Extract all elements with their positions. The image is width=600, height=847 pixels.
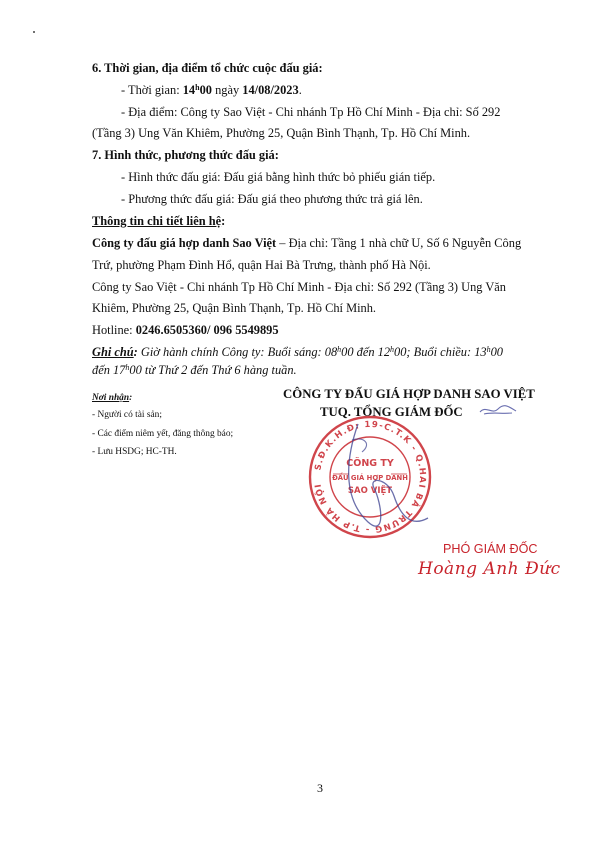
recipient-item: - Người có tài sản; [92, 410, 162, 420]
note-line1: Ghi chú: Giờ hành chính Công ty: Buổi sáng: 08$^h$00 đến 12$^h$00; Buổi chiều: 13$^h$00 [92, 345, 503, 359]
section6-heading: 6. Thời gian, địa điểm tổ chức cuộc đấu giá: [92, 61, 323, 75]
scan-artifact [33, 31, 35, 33]
initial-mark-icon [478, 403, 518, 417]
branch-address-line1: Công ty Sao Việt - Chi nhánh Tp Hồ Chí Minh - Địa chỉ: Số 292 (Tầng 3) Ung Văn [92, 280, 506, 294]
company-address-line1: Công ty đấu giá hợp danh Sao Việt – Địa chỉ: Tầng 1 nhà chữ U, Số 6 Nguyễn Công [92, 236, 522, 250]
recipients-title: Nơi nhận: [92, 393, 133, 403]
section7-heading: 7. Hình thức, phương thức đấu giá: [92, 148, 279, 162]
auction-form: - Hình thức đấu giá: Đấu giá bằng hình thức bỏ phiếu gián tiếp. [121, 170, 436, 184]
auction-method: - Phương thức đấu giá: Đấu giá theo phương thức trả giá lên. [121, 192, 423, 206]
hotline: Hotline: 0246.6505360/ 096 5549895 [92, 323, 279, 337]
svg-text:CÔNG TY: CÔNG TY [346, 458, 394, 469]
auction-place-line1: - Địa điểm: Công ty Sao Việt - Chi nhánh Tp Hồ Chí Minh - Địa chỉ: Số 292 [121, 105, 501, 119]
note-line2: đến 17$^h$00 từ Thứ 2 đến Thứ 6 hàng tuần. [92, 363, 297, 377]
signer-position: PHÓ GIÁM ĐỐC [443, 542, 538, 556]
svg-text:S.Đ.K.H.Đ: 19-C.T.K - Q.HAI BÀ: S.Đ.K.H.Đ: 19-C.T.K - Q.HAI BÀ TRƯNG - T.P HÀ NỘI [313, 419, 428, 535]
signature-proxy: TUQ. TỔNG GIÁM ĐỐC [320, 405, 463, 419]
auction-place-line2: (Tầng 3) Ung Văn Khiêm, Phường 25, Quận Bình Thạnh, Tp. Hồ Chí Minh. [92, 126, 471, 140]
handwritten-signature-icon [328, 418, 458, 558]
branch-address-line2: Khiêm, Phường 25, Quận Bình Thạnh, Tp. Hồ Chí Minh. [92, 301, 377, 315]
recipient-item: - Lưu HSDG; HC-TH. [92, 447, 177, 457]
company-address-line2: Trứ, phường Phạm Đình Hổ, quận Hai Bà Trưng, thành phố Hà Nội. [92, 258, 431, 272]
auction-time: - Thời gian: 14$^h$00 ngày 14/08/2023. [121, 83, 302, 97]
svg-text:SAO VIỆT: SAO VIỆT [347, 486, 393, 496]
signer-name: Hoàng Anh Đức [418, 559, 561, 579]
page-number: 3 [317, 781, 323, 795]
signature-org: CÔNG TY ĐẤU GIÁ HỢP DANH SAO VIỆT [283, 387, 535, 401]
recipient-item: - Các điểm niêm yết, đăng thông báo; [92, 429, 234, 439]
contact-heading: Thông tin chi tiết liên hệ: [92, 214, 226, 228]
svg-text:ĐẤU GIÁ HỢP DANH: ĐẤU GIÁ HỢP DANH [332, 474, 408, 482]
